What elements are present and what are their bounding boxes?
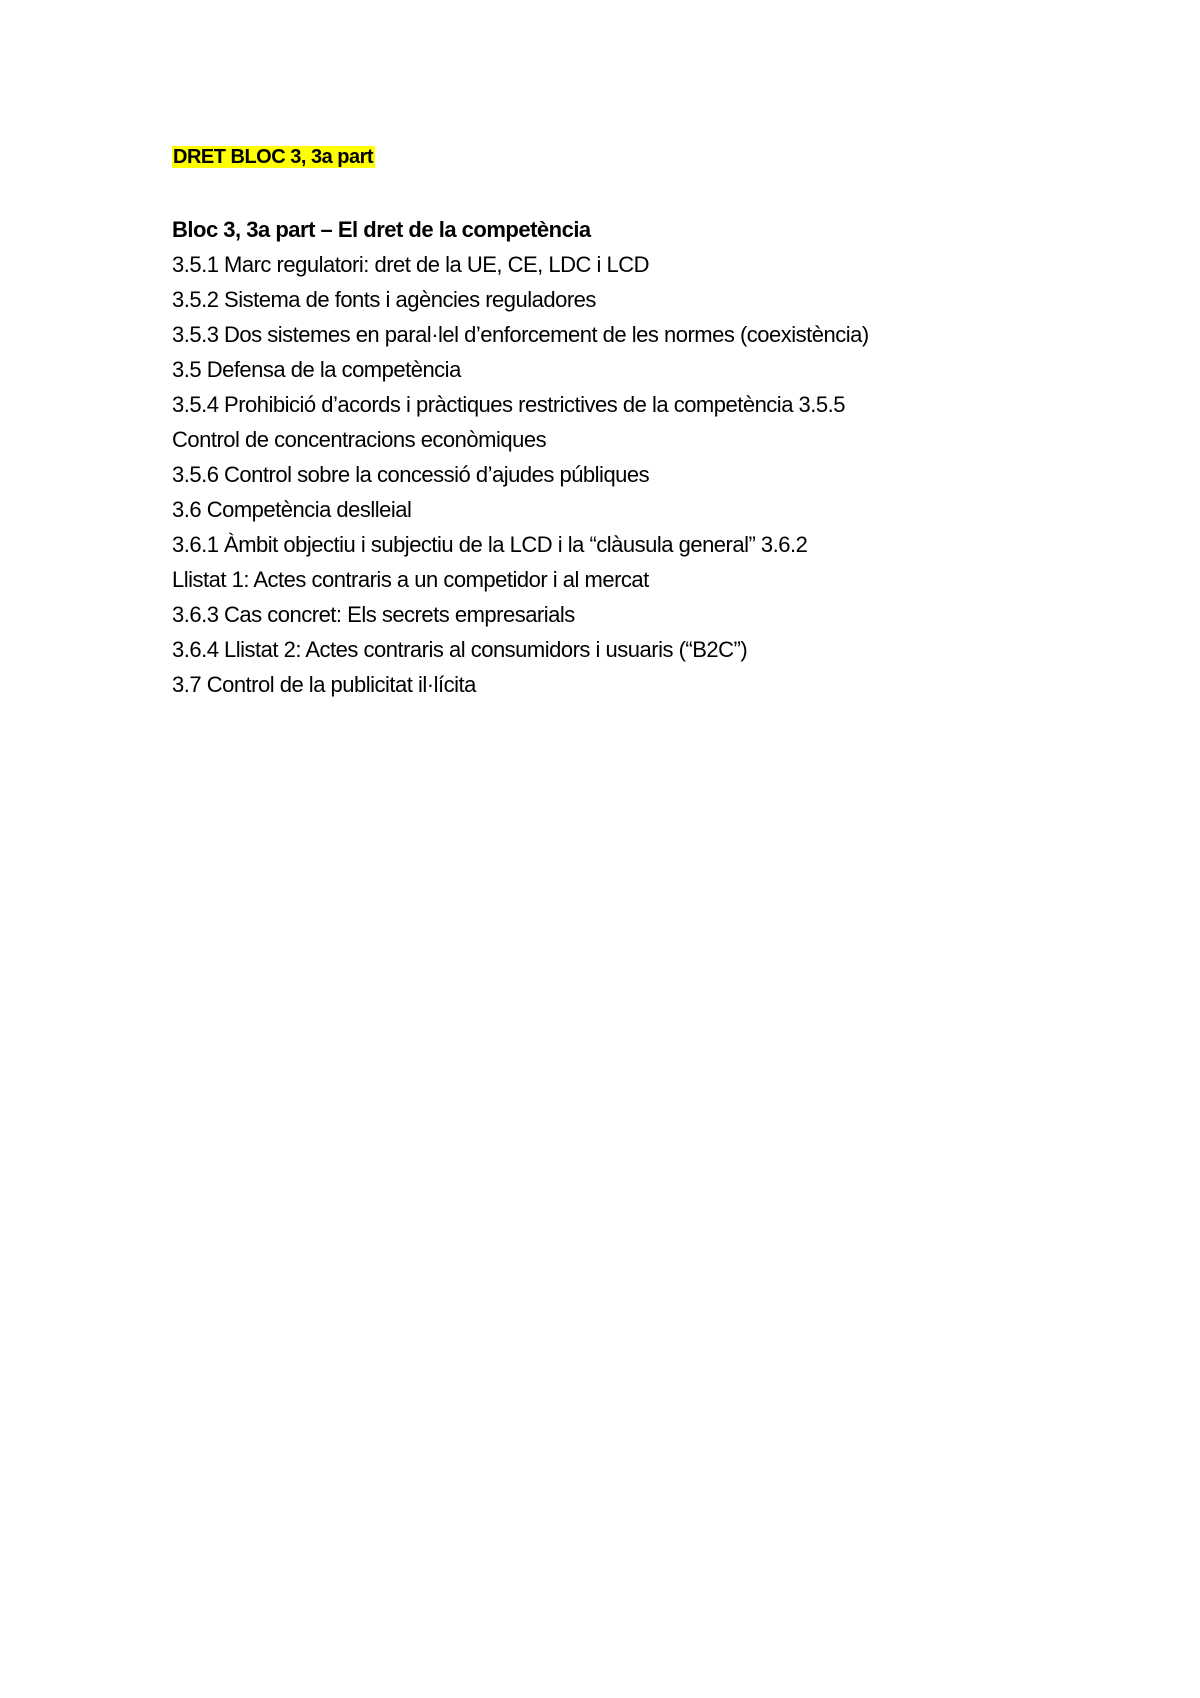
document-title	[172, 144, 1072, 170]
toc-line: 3.7 Control de la publicitat il·lícita	[172, 672, 476, 697]
section-heading: Bloc 3, 3a part – El dret de la competència	[172, 217, 591, 242]
toc-line: 3.5 Defensa de la competència	[172, 357, 461, 382]
toc-line: 3.6.4 Llistat 2: Actes contraris al consumidors i usuaris (“B2C”)	[172, 637, 748, 662]
toc-line: 3.5.2 Sistema de fonts i agències reguladores	[172, 287, 596, 312]
toc-line: 3.5.3 Dos sistemes en paral·lel d’enforcement de les normes (coexistència)	[172, 322, 869, 347]
toc-line: 3.5.1 Marc regulatori: dret de la UE, CE, LDC i LCD	[172, 252, 650, 277]
toc-line: Llistat 1: Actes contraris a un competidor i al mercat	[172, 567, 649, 592]
toc-line: 3.6 Competència deslleial	[172, 497, 412, 522]
toc-line: 3.5.4 Prohibició d’acords i pràctiques restrictives de la competència 3.5.5	[172, 392, 845, 417]
toc-line: Control de concentracions econòmiques	[172, 427, 547, 452]
highlighted-title-text: DRET BLOC 3, 3a part	[173, 146, 374, 168]
toc-line: 3.5.6 Control sobre la concessió d’ajudes públiques	[172, 462, 650, 487]
document-content	[172, 144, 1072, 702]
toc-line: 3.6.3 Cas concret: Els secrets empresarials	[172, 602, 575, 627]
toc-line: 3.6.1 Àmbit objectiu i subjectiu de la LCD i la “clàusula general” 3.6.2	[172, 532, 808, 557]
